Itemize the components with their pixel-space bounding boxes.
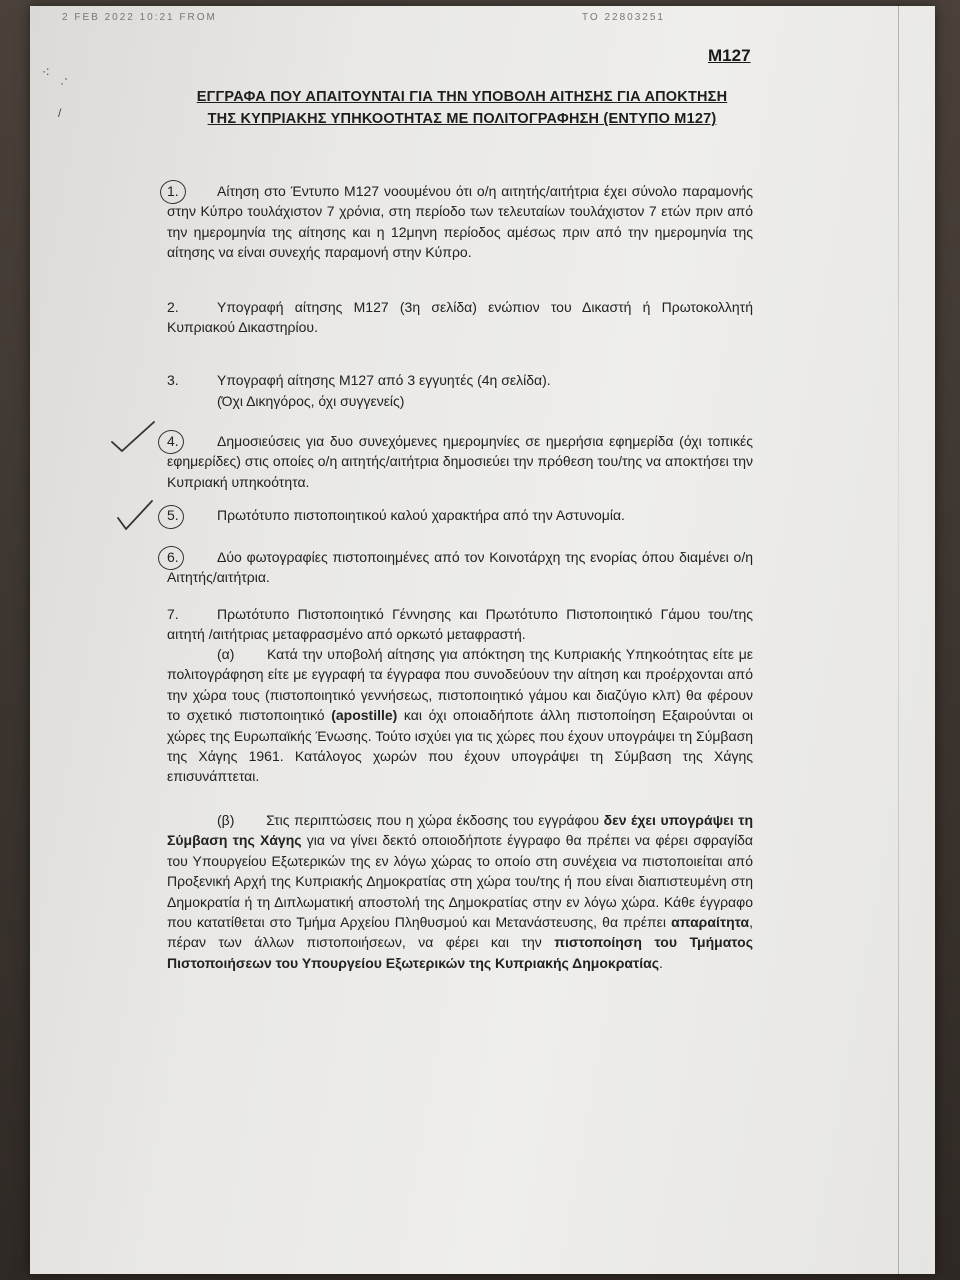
fax-header-left: 2 FEB 2022 10:21 FROM: [62, 12, 217, 23]
item-subtext: (Όχι Δικηγόρος, όχι συγγενείς): [217, 393, 405, 409]
item-number: 7.: [167, 606, 179, 622]
section-a-text-cont: και όχι οποιαδήποτε άλλη πιστοποίηση Εξαιρούνται οι χώρες της Ευρωπαϊκής Ένωσης. Τούτο ισχύει για τις χώρες που έχουν υπογράψει τη Σύμβαση της Χάγης 1961. Κατάλογος χωρών που έχουν υπογράψει τη Σύμβαση της Χάγης επισυνάπτεται.: [167, 707, 753, 785]
section-b-text-3: , πέραν των άλλων πιστοποιήσεων, να φέρει και την: [167, 914, 753, 951]
section-b-bold-1: δεν έχει υπογράψει τη Σύμβαση της Χάγης: [167, 812, 753, 849]
section-b-text: Στις περιπτώσεις που η χώρα έκδοσης του εγγράφου: [266, 812, 604, 828]
item-text: Δύο φωτογραφίες πιστοποιημένες από τον Κοινοτάρχη της ενορίας όπου διαμένει ο/η Αιτητής/αιτήτρια.: [167, 549, 753, 586]
margin-mark: ·:: [42, 64, 50, 78]
title-line-2: ΤΗΣ ΚΥΠΡΙΑΚΗΣ ΥΠΗΚΟΟΤΗΤΑΣ ΜΕ ΠΟΛΙΤΟΓΡΑΦΗΣΗ (ΕΝΤΥΠΟ Μ127): [207, 111, 717, 127]
margin-mark: /: [58, 106, 62, 120]
section-a-paragraph: [167, 644, 753, 787]
checkmark-icon: [114, 498, 156, 534]
item-text: Δημοσιεύσεις για δυο συνεχόμενες ημερομηνίες σε ημερήσια εφημερίδα (όχι τοπικές εφημερίδες) στις οποίες ο/η αιτητής/αιτήτρια δημοσιεύει την πρόθεση του/της να αποκτήσει την Κυπριακή υπηκοότητα.: [167, 433, 753, 490]
section-a-text: Κατά την υποβολή αίτησης για απόκτηση της Κυπριακής Υπηκοότητας είτε με πολιτογράφηση είτε με εγγραφή τα έγγραφα που συνοδεύουν την αίτηση και προέρχονται από την χώρα τους (πιστοποιητικό γεννήσεως, πιστοποιητικό γάμου και διαζύγιο κλπ) θα φέρουν το σχετικό πιστοποιητικό: [167, 646, 753, 724]
item-number: 1.: [167, 183, 179, 199]
item-number: 4.: [167, 433, 179, 449]
item-text: Πρωτότυπο Πιστοποιητικό Γέννησης και Πρωτότυπο Πιστοποιητικό Γάμου του/της αιτητή /αιτήτριας μεταφρασμένο από ορκωτό μεταφραστή.: [167, 606, 753, 643]
checkmark-icon: [108, 418, 158, 454]
document-page: [30, 6, 935, 1274]
form-code: M127: [708, 46, 751, 65]
section-b-label: (β): [217, 812, 235, 828]
fax-header: [62, 12, 782, 23]
apostille-term: (apostille): [331, 707, 398, 724]
section-b-text-4: .: [659, 954, 663, 971]
item-text: Πρωτότυπο πιστοποιητικού καλού χαρακτήρα από την Αστυνομία.: [217, 507, 625, 523]
item-number: 6.: [167, 549, 179, 565]
item-number: 2.: [167, 299, 179, 315]
title-line-1: ΕΓΓΡΑΦΑ ΠΟΥ ΑΠΑΙΤΟΥΝΤΑΙ ΓΙΑ ΤΗΝ ΥΠΟΒΟΛΗ ΑΙΤΗΣΗΣ ΓΙΑ ΑΠΟΚΤΗΣΗ: [196, 89, 728, 105]
item-text: Υπογραφή αίτησης Μ127 (3η σελίδα) ενώπιον του Δικαστή ή Πρωτοκολλητή Κυπριακού Δικαστηρίου.: [167, 299, 753, 336]
item-number: 5.: [167, 507, 179, 523]
item-number: 3.: [167, 372, 179, 388]
section-b-bold-2: απαραίτητα: [671, 914, 750, 931]
section-a-label: (α): [217, 646, 235, 662]
item-text: Αίτηση στο Έντυπο Μ127 νοουμένου ότι ο/η αιτητής/αιτήτρια έχει σύνολο παραμονής στην Κύπρο τουλάχιστον 7 χρόνια, στη περίοδο των τελευταίων τουλάχιστον 7 ετών πριν από την ημερομηνία της αίτησης και η 12μηνη περίοδος αμέσως πριν από την ημερομηνία της αίτησης να είναι συνεχής παραμονή στην Κύπρο.: [167, 183, 753, 261]
section-b-bold-3: πιστοποίηση του Τμήματος Πιστοποιήσεων του Υπουργείου Εξωτερικών της Κυπριακής Δημοκρατίας: [167, 934, 753, 971]
page-title: [152, 86, 772, 130]
section-b-text-2: για να γίνει δεκτό οποιοδήποτε έγγραφο θα πρέπει να φέρει σφραγίδα του Υπουργείου Εξωτερικών της εν λόγω χώρας το οποίο στη συνέχεια να πιστοποιείται από Προξενική Αρχή της Κυπριακής Δημοκρατίας στη χώρα του/της ή που είναι διαπιστευμένη στη Δημοκρατία ή τη Διπλωματική αποστολή της Δημοκρατίας στην εν λόγω χώρα. Κάθε έγγραφο που κατατίθεται στο Τμήμα Αρχείου Πληθυσμού και Μετανάστευσης, θα πρέπει: [167, 832, 753, 931]
margin-mark: ·ˋ: [60, 76, 68, 90]
item-text: Υπογραφή αίτησης Μ127 από 3 εγγυητές (4η σελίδα).: [217, 372, 551, 388]
fax-header-right: TO 22803251: [582, 12, 665, 23]
page-edge-shadow: [898, 6, 899, 1274]
section-b-paragraph: [167, 810, 753, 973]
